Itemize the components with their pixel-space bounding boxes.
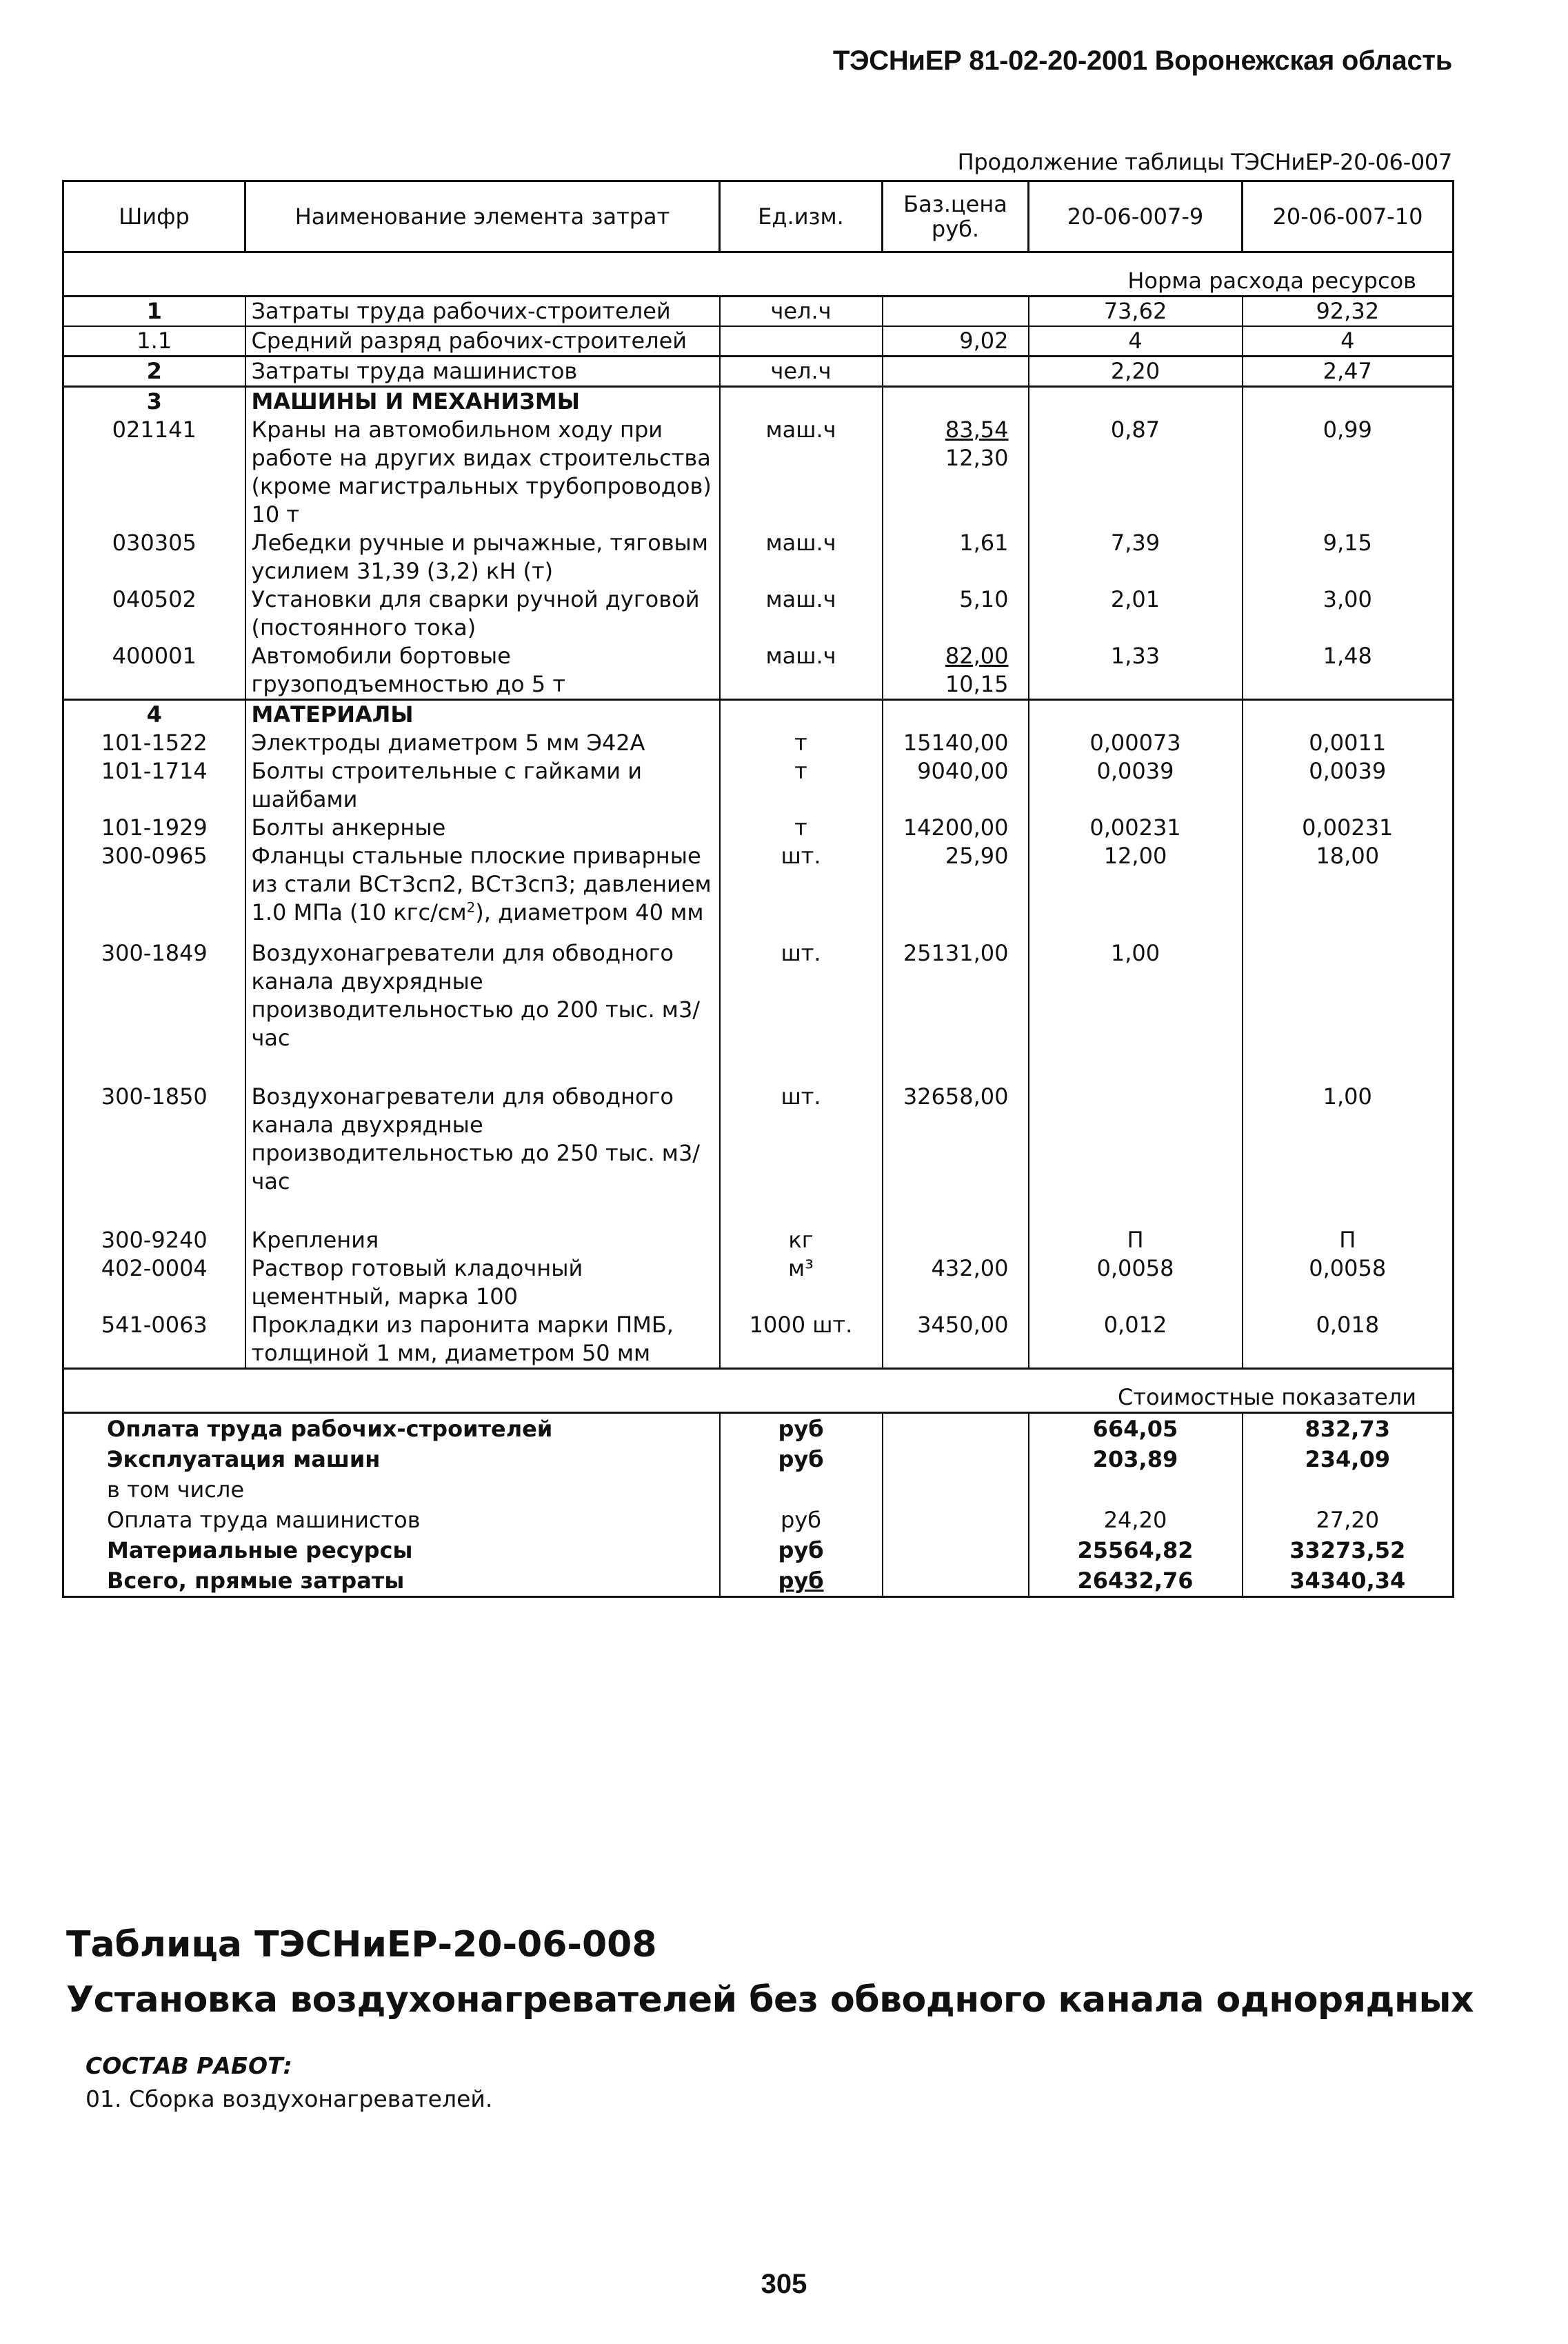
total-name: Всего, прямые затраты — [63, 1565, 720, 1597]
row-code: 101-1522 — [63, 729, 245, 757]
price-value: 1,61 — [959, 530, 1009, 556]
row-name-part: Фланцы стальные плоские приварные из стали ВСт3сп2, ВСт3сп3; давлением 1.0 МПа (10 кгс/см — [251, 843, 712, 925]
row-name: Раствор готовый кладочный цементный, марка 100 — [245, 1254, 720, 1311]
price-value: 25,90 — [945, 843, 1009, 869]
row-value-col1: 0,0039 — [1029, 757, 1243, 814]
row-code: 541-0063 — [63, 1311, 245, 1369]
row-name: Краны на автомобильном ходу при работе на других видах строительства (кроме магистральных трубопроводов) 10 т — [245, 416, 720, 529]
row-unit: т — [720, 757, 883, 814]
total-empty-price — [883, 1505, 1029, 1535]
row-value-col2 — [1243, 939, 1454, 1083]
row-value-col2 — [1243, 387, 1454, 417]
row-value-col1: 1,33 — [1029, 642, 1243, 700]
row-base-price — [883, 1226, 1029, 1254]
row-code: 300-1849 — [63, 939, 245, 1083]
row-base-price — [883, 416, 1029, 529]
row-value-col1 — [1029, 387, 1243, 417]
total-empty-price — [883, 1535, 1029, 1565]
row-unit: кг — [720, 1226, 883, 1254]
total-value-col2: 234,09 — [1243, 1444, 1454, 1474]
total-value-col2: 34340,34 — [1243, 1565, 1454, 1597]
row-name: Затраты труда рабочих-строителей — [245, 297, 720, 327]
table-body — [63, 252, 1454, 1597]
row-base-price — [883, 729, 1029, 757]
table-row — [63, 357, 1454, 387]
price-value: 25131,00 — [903, 940, 1009, 966]
price-value: 15140,00 — [903, 730, 1009, 756]
total-name: Эксплуатация машин — [63, 1444, 720, 1474]
row-base-price — [883, 642, 1029, 700]
row-code: 021141 — [63, 416, 245, 529]
row-name: Воздухонагреватели для обводного канала двухрядные производительностью до 250 тыс. м3/час — [245, 1083, 720, 1226]
row-code: 300-1850 — [63, 1083, 245, 1226]
row-code: 040502 — [63, 585, 245, 642]
row-unit: шт. — [720, 842, 883, 939]
row-value-col1: 0,0058 — [1029, 1254, 1243, 1311]
row-value-col1: 2,01 — [1029, 585, 1243, 642]
table-row — [63, 642, 1454, 700]
header-price-line1: Баз.цена — [903, 191, 1007, 217]
resource-norms-table — [62, 180, 1454, 1598]
row-name: Автомобили бортовые грузоподъемностью до 5 т — [245, 642, 720, 700]
total-row — [63, 1505, 1454, 1535]
row-value-col1: 73,62 — [1029, 297, 1243, 327]
table-row — [63, 585, 1454, 642]
table-row — [63, 757, 1454, 814]
row-value-col2: 0,0039 — [1243, 757, 1454, 814]
row-unit: 1000 шт. — [720, 1311, 883, 1369]
header-name: Наименование элемента затрат — [245, 181, 720, 252]
row-unit: чел.ч — [720, 297, 883, 327]
row-code: 300-0965 — [63, 842, 245, 939]
row-value-col2: 92,32 — [1243, 297, 1454, 327]
row-unit: шт. — [720, 939, 883, 1083]
row-code: 2 — [63, 357, 245, 387]
row-base-price — [883, 814, 1029, 842]
row-value-col2: 1,00 — [1243, 1083, 1454, 1226]
row-base-price — [883, 326, 1029, 357]
total-row — [63, 1565, 1454, 1597]
row-value-col2: 0,00231 — [1243, 814, 1454, 842]
row-value-col2: 0,0011 — [1243, 729, 1454, 757]
total-value-col2: 33273,52 — [1243, 1535, 1454, 1565]
price-value: 432,00 — [931, 1255, 1009, 1281]
header-col1: 20-06-007-9 — [1029, 181, 1243, 252]
row-name-part: ), диаметром 40 мм — [475, 899, 704, 925]
table-row — [63, 297, 1454, 327]
row-value-col2: 0,0058 — [1243, 1254, 1454, 1311]
header-code: Шифр — [63, 181, 245, 252]
header-price — [883, 181, 1029, 252]
row-value-col1: 2,20 — [1029, 357, 1243, 387]
row-value-col1 — [1029, 700, 1243, 730]
total-row — [63, 1444, 1454, 1474]
total-unit: руб — [720, 1413, 883, 1445]
row-value-col2: 18,00 — [1243, 842, 1454, 939]
row-unit — [720, 326, 883, 357]
row-base-price — [883, 1254, 1029, 1311]
row-value-col1: 0,87 — [1029, 416, 1243, 529]
price-value: 9,02 — [959, 328, 1009, 354]
row-base-price — [883, 1083, 1029, 1226]
table-row — [63, 842, 1454, 939]
row-unit: маш.ч — [720, 585, 883, 642]
table-row — [63, 326, 1454, 357]
total-row — [63, 1474, 1454, 1505]
total-name: Оплата труда машинистов — [63, 1505, 720, 1535]
total-name: в том числе — [63, 1474, 720, 1505]
total-empty-price — [883, 1413, 1029, 1445]
row-unit: т — [720, 814, 883, 842]
superscript: 2 — [466, 899, 476, 916]
row-value-col2: П — [1243, 1226, 1454, 1254]
row-value-col2: 0,018 — [1243, 1311, 1454, 1369]
row-code: 101-1929 — [63, 814, 245, 842]
table-row — [63, 1254, 1454, 1311]
row-base-price — [883, 387, 1029, 417]
header-col2: 20-06-007-10 — [1243, 181, 1454, 252]
row-value-col2: 0,99 — [1243, 416, 1454, 529]
row-name: Затраты труда машинистов — [245, 357, 720, 387]
price-value: 3450,00 — [917, 1312, 1009, 1338]
page-number: 305 — [761, 2269, 807, 2299]
row-value-col1: 7,39 — [1029, 529, 1243, 585]
row-value-col2: 2,47 — [1243, 357, 1454, 387]
total-unit: руб — [720, 1535, 883, 1565]
total-value-col1: 24,20 — [1029, 1505, 1243, 1535]
table-row — [63, 1226, 1454, 1254]
total-value-col1: 25564,82 — [1029, 1535, 1243, 1565]
total-name: Оплата труда рабочих-строителей — [63, 1413, 720, 1445]
cost-label-row — [63, 1369, 1454, 1413]
table-row — [63, 529, 1454, 585]
total-row — [63, 1413, 1454, 1445]
row-value-col1: 0,00073 — [1029, 729, 1243, 757]
row-name: МАШИНЫ И МЕХАНИЗМЫ — [245, 387, 720, 417]
header-price-line2: руб. — [931, 216, 980, 242]
row-code: 4 — [63, 700, 245, 730]
row-value-col1 — [1029, 1083, 1243, 1226]
row-base-price — [883, 357, 1029, 387]
next-table-subtitle: Установка воздухонагревателей без обводного канала однорядных — [66, 1979, 1474, 2021]
total-value-col2: 27,20 — [1243, 1505, 1454, 1535]
row-name: Болты строительные с гайками и шайбами — [245, 757, 720, 814]
row-name: Электроды диаметром 5 мм Э42А — [245, 729, 720, 757]
row-base-price — [883, 700, 1029, 730]
row-value-col2: 1,48 — [1243, 642, 1454, 700]
price-value: 32658,00 — [903, 1083, 1009, 1110]
row-code: 1.1 — [63, 326, 245, 357]
row-base-price — [883, 939, 1029, 1083]
total-value-col1: 203,89 — [1029, 1444, 1243, 1474]
row-value-col2: 9,15 — [1243, 529, 1454, 585]
norm-label: Норма расхода ресурсов — [63, 252, 1454, 297]
price-value: 9040,00 — [917, 758, 1009, 784]
row-unit: маш.ч — [720, 529, 883, 585]
price-value-secondary: 12,30 — [945, 445, 1009, 471]
row-unit — [720, 700, 883, 730]
row-name — [245, 842, 720, 939]
price-value-secondary: 10,15 — [945, 671, 1009, 697]
table-row — [63, 416, 1454, 529]
total-unit: руб — [720, 1444, 883, 1474]
row-base-price — [883, 842, 1029, 939]
total-value-col2: 832,73 — [1243, 1413, 1454, 1445]
row-code: 402-0004 — [63, 1254, 245, 1311]
row-name: Лебедки ручные и рычажные, тяговым усилием 31,39 (3,2) кН (т) — [245, 529, 720, 585]
table-continuation-note: Продолжение таблицы ТЭСНиЕР-20-06-007 — [957, 149, 1452, 175]
next-table-title: Таблица ТЭСНиЕР-20-06-008 — [66, 1924, 657, 1965]
row-code: 300-9240 — [63, 1226, 245, 1254]
price-value: 5,10 — [959, 586, 1009, 612]
row-code: 030305 — [63, 529, 245, 585]
price-value: 14200,00 — [903, 814, 1009, 841]
row-code: 3 — [63, 387, 245, 417]
total-empty-price — [883, 1444, 1029, 1474]
table-row — [63, 700, 1454, 730]
row-base-price — [883, 757, 1029, 814]
row-value-col1: П — [1029, 1226, 1243, 1254]
row-value-col2: 3,00 — [1243, 585, 1454, 642]
row-unit: маш.ч — [720, 416, 883, 529]
row-unit: шт. — [720, 1083, 883, 1226]
total-row — [63, 1535, 1454, 1565]
header-unit: Ед.изм. — [720, 181, 883, 252]
total-value-col1: 26432,76 — [1029, 1565, 1243, 1597]
table-row — [63, 387, 1454, 417]
row-value-col1: 4 — [1029, 326, 1243, 357]
row-code: 101-1714 — [63, 757, 245, 814]
table-row — [63, 939, 1454, 1083]
row-unit — [720, 387, 883, 417]
total-empty-price — [883, 1565, 1029, 1597]
norm-label-row — [63, 252, 1454, 297]
row-name: Установки для сварки ручной дуговой (постоянного тока) — [245, 585, 720, 642]
row-base-price — [883, 529, 1029, 585]
total-unit — [720, 1474, 883, 1505]
row-base-price — [883, 297, 1029, 327]
total-value-col1: 664,05 — [1029, 1413, 1243, 1445]
total-empty-price — [883, 1474, 1029, 1505]
row-value-col2 — [1243, 700, 1454, 730]
cost-label: Стоимостные показатели — [63, 1369, 1454, 1413]
row-unit: маш.ч — [720, 642, 883, 700]
row-unit: чел.ч — [720, 357, 883, 387]
row-code: 400001 — [63, 642, 245, 700]
total-unit: руб — [720, 1505, 883, 1535]
document-header: ТЭСНиЕР 81-02-20-2001 Воронежская область — [832, 46, 1452, 76]
row-unit: т — [720, 729, 883, 757]
total-unit: руб — [720, 1565, 883, 1597]
total-value-col2 — [1243, 1474, 1454, 1505]
price-value: 83,54 — [945, 417, 1009, 443]
table-row — [63, 1311, 1454, 1369]
row-value-col1: 0,012 — [1029, 1311, 1243, 1369]
row-base-price — [883, 585, 1029, 642]
row-value-col1: 1,00 — [1029, 939, 1243, 1083]
row-code: 1 — [63, 297, 245, 327]
row-name: МАТЕРИАЛЫ — [245, 700, 720, 730]
table-row — [63, 729, 1454, 757]
row-name: Крепления — [245, 1226, 720, 1254]
total-name: Материальные ресурсы — [63, 1535, 720, 1565]
table-row — [63, 1083, 1454, 1226]
table-row — [63, 814, 1454, 842]
total-value-col1 — [1029, 1474, 1243, 1505]
row-unit: м³ — [720, 1254, 883, 1311]
row-name: Средний разряд рабочих-строителей — [245, 326, 720, 357]
row-value-col1: 0,00231 — [1029, 814, 1243, 842]
row-value-col2: 4 — [1243, 326, 1454, 357]
work-composition-heading: СОСТАВ РАБОТ: — [86, 2052, 292, 2079]
table-header-row — [63, 181, 1454, 252]
row-value-col1: 12,00 — [1029, 842, 1243, 939]
work-item: 01. Сборка воздухонагревателей. — [86, 2085, 493, 2112]
row-name: Болты анкерные — [245, 814, 720, 842]
row-name: Прокладки из паронита марки ПМБ, толщиной 1 мм, диаметром 50 мм — [245, 1311, 720, 1369]
price-value: 82,00 — [945, 643, 1009, 669]
row-base-price — [883, 1311, 1029, 1369]
row-name: Воздухонагреватели для обводного канала двухрядные производительностью до 200 тыс. м3/час — [245, 939, 720, 1083]
